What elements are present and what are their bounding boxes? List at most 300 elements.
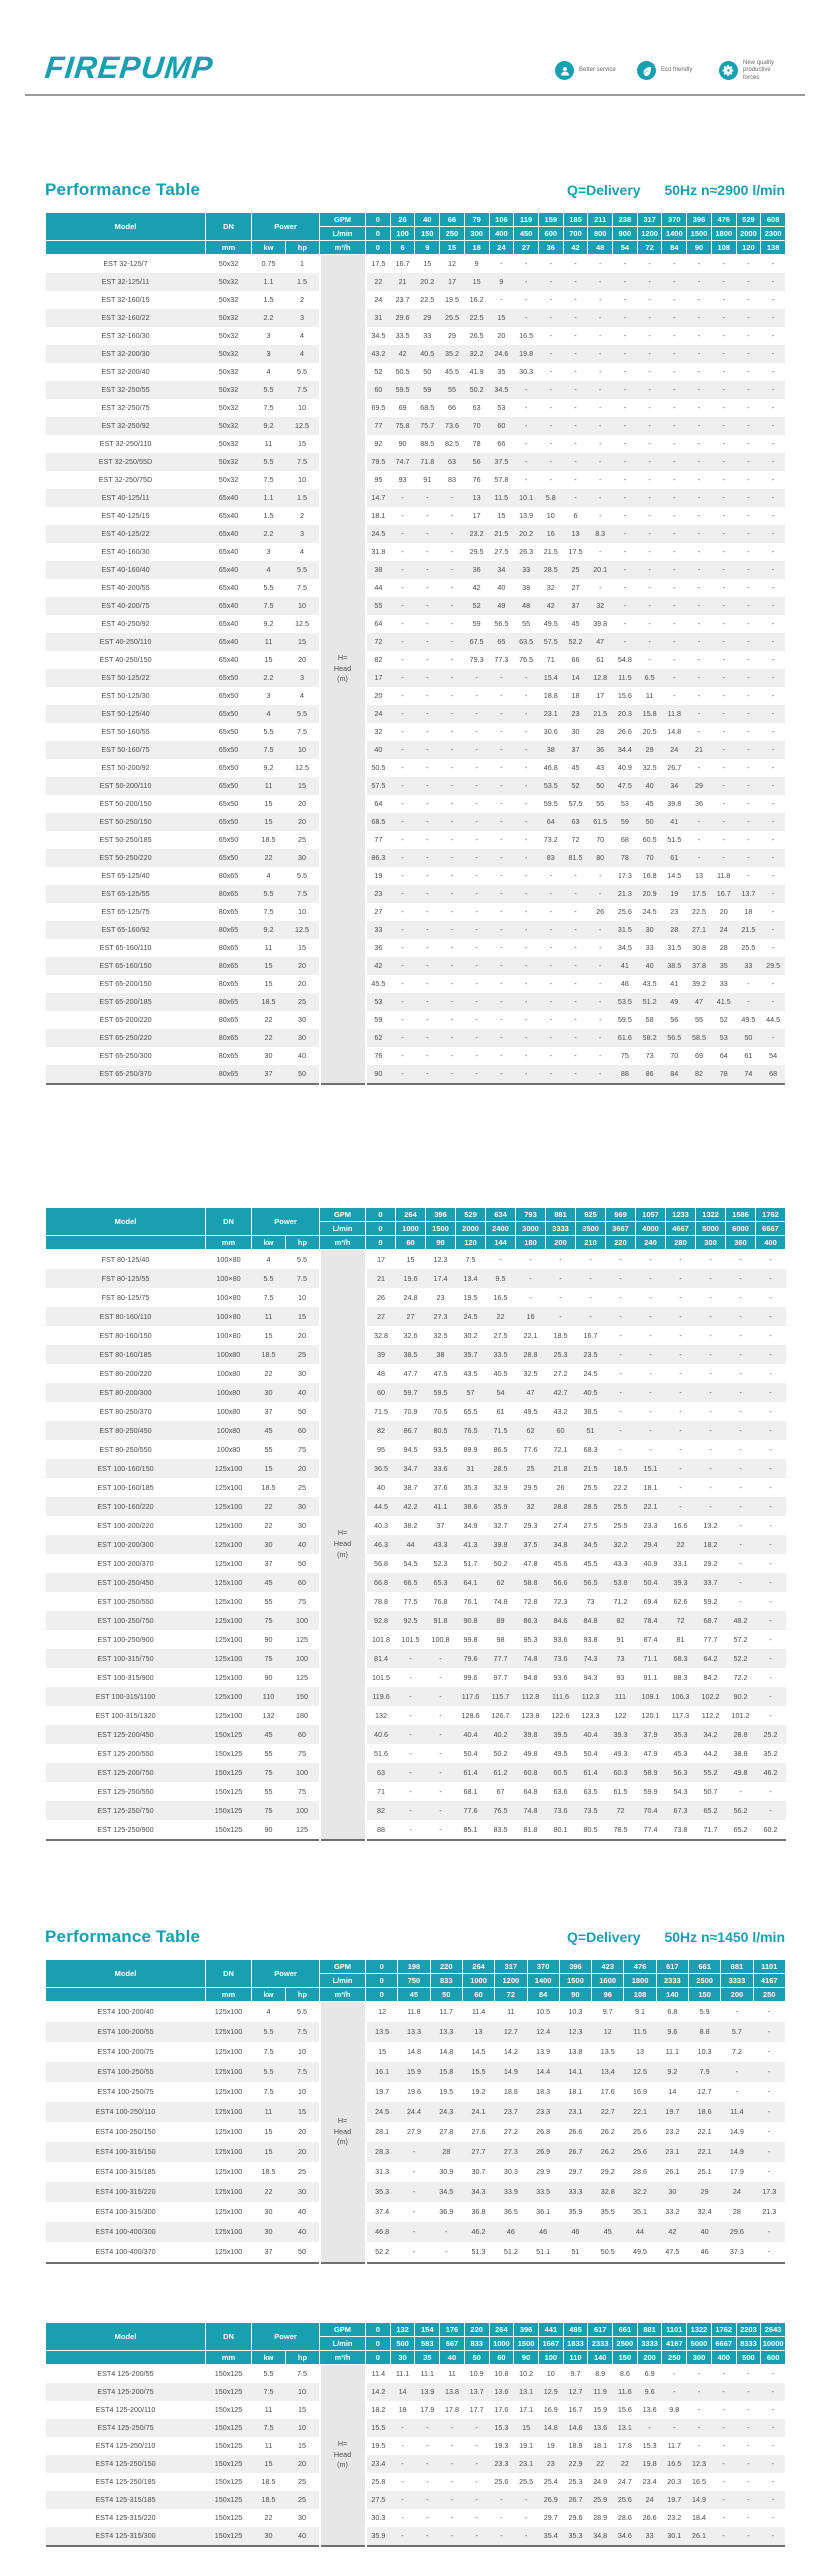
head-value-cell: -: [401, 619, 404, 629]
badge-better-service: [555, 61, 621, 80]
model-cell: EST4 100-400/370: [95, 2247, 156, 2257]
head-value-cell: -: [500, 709, 503, 719]
head-value-cell: 26.6: [642, 2513, 657, 2523]
head-value-cell: -: [500, 2513, 503, 2523]
head-value-cell: -: [574, 997, 577, 1007]
head-value-cell: -: [739, 1273, 742, 1283]
head-value-cell: -: [697, 2387, 701, 2397]
head-value-cell: 76.5: [463, 1425, 478, 1435]
head-value-cell: 82: [377, 1425, 386, 1435]
gpm-value-header: 119: [514, 213, 539, 227]
m3h-value-header: 360: [726, 1236, 756, 1250]
head-value-cell: -: [769, 1387, 772, 1397]
head-value-cell: 15.8: [642, 709, 657, 719]
head-value-cell: 33.5: [536, 2187, 551, 2197]
hp-cell: 4: [300, 331, 304, 341]
dn-cell: 125x100: [214, 2007, 243, 2017]
head-value-cell: 48: [522, 601, 531, 611]
head-value-cell: 82: [377, 1805, 386, 1815]
head-value-cell: 43: [596, 763, 605, 773]
head-value-cell: 70: [472, 421, 481, 431]
head-value-cell: 12.3: [568, 2027, 583, 2037]
dn-cell: 65x50: [218, 799, 239, 809]
head-value-cell: -: [401, 1051, 404, 1061]
lmin-value-header: 750: [398, 1974, 430, 1988]
head-value-cell: 29.6: [568, 2513, 583, 2523]
head-value-cell: 28: [719, 943, 728, 953]
head-value-cell: -: [475, 799, 478, 809]
head-value-cell: -: [500, 781, 503, 791]
lmin-value-header: 1667: [538, 2337, 563, 2351]
head-value-cell: -: [619, 1330, 622, 1340]
hp-cell: 10: [298, 1292, 306, 1302]
head-value-cell: 34.4: [617, 745, 632, 755]
kw-cell: 7.5: [263, 403, 274, 413]
head-value-cell: -: [529, 1292, 532, 1302]
head-value-cell: 6.8: [667, 2007, 678, 2017]
head-value-cell: -: [697, 637, 701, 647]
dn-cell: 50x32: [218, 385, 239, 395]
m3h-value-header: 120: [736, 241, 761, 255]
head-value-cell: 60: [556, 1425, 565, 1435]
head-value-cell: 21.3: [762, 2207, 777, 2217]
gpm-value-header: 154: [415, 2323, 440, 2337]
model-cell: EST 50-250/220: [99, 853, 152, 863]
dn-cell: 80x65: [218, 1069, 239, 1079]
model-cell: EST4 125-200/110: [95, 2405, 156, 2415]
gpm-value-header: 396: [687, 213, 712, 227]
head-value-cell: -: [649, 1311, 652, 1321]
head-value-cell: 90: [374, 1069, 383, 1079]
head-value-cell: -: [768, 2047, 771, 2057]
lmin-value-header: 1500: [559, 1974, 591, 1988]
head-value-cell: -: [475, 691, 478, 701]
head-value-cell: 52.2: [733, 1653, 748, 1663]
m3h-value-header: 150: [613, 2351, 638, 2365]
head-value-cell: 37.8: [692, 961, 706, 971]
head-value-cell: -: [401, 1015, 404, 1025]
head-value-cell: 23.4: [371, 2459, 386, 2469]
head-value-cell: 20: [719, 907, 728, 917]
head-value-cell: -: [747, 493, 750, 503]
hp-cell: 75: [298, 1786, 306, 1796]
catalog-page: [45, 0, 785, 86]
head-value-cell: 60.8: [523, 1767, 538, 1777]
person-icon: [555, 61, 574, 80]
lmin-value-header: 6000: [726, 1222, 756, 1236]
head-value-cell: 9.7: [570, 2369, 581, 2379]
lmin-value-header: 1800: [624, 1974, 656, 1988]
head-value-cell: -: [549, 475, 552, 485]
head-value-cell: -: [450, 655, 454, 665]
head-value-cell: -: [439, 1786, 442, 1796]
head-value-cell: 28.5: [543, 565, 558, 575]
head-value-cell: -: [697, 475, 701, 485]
hp-cell: 100: [296, 1767, 308, 1777]
head-value-cell: 28.6: [617, 2513, 632, 2523]
head-value-cell: 37.9: [643, 1729, 658, 1739]
head-value-cell: -: [722, 259, 725, 269]
head-value-cell: 72: [374, 637, 383, 647]
section-heading: [45, 1927, 785, 1947]
gpm-value-header: 66: [440, 213, 465, 227]
gpm-value-header: 617: [656, 1960, 688, 1974]
head-value-cell: 13.9: [536, 2047, 551, 2057]
head-value-cell: -: [722, 295, 725, 305]
head-value-cell: -: [529, 1254, 532, 1264]
head-value-cell: 109.1: [641, 1691, 660, 1701]
model-cell: EST4 100-200/55: [97, 2027, 154, 2037]
head-value-cell: -: [697, 727, 701, 737]
head-value-cell: -: [598, 943, 602, 953]
gpm-value-header: 423: [592, 1960, 624, 1974]
head-value-cell: -: [747, 367, 750, 377]
head-value-cell: 42: [398, 349, 407, 359]
head-value-cell: 68: [620, 835, 629, 845]
unit-header-m3h: m³/h: [320, 241, 366, 255]
head-value-cell: 58.5: [692, 1033, 706, 1043]
head-value-cell: -: [426, 511, 429, 521]
head-value-cell: -: [771, 529, 775, 539]
model-cell: EST4 125-250/110: [95, 2441, 156, 2451]
head-value-cell: -: [709, 1330, 712, 1340]
gpm-value-header: 317: [495, 1960, 527, 1974]
head-value-cell: 13.9: [519, 511, 534, 521]
head-value-cell: -: [648, 583, 651, 593]
lmin-value-header: 3333: [637, 2337, 662, 2351]
lmin-value-header: 667: [440, 2337, 465, 2351]
head-value-cell: -: [648, 547, 651, 557]
head-value-cell: 34.3: [471, 2187, 486, 2197]
head-value-cell: 94.5: [403, 1444, 418, 1454]
head-value-cell: 67: [496, 1786, 505, 1796]
m3h-value-header: 100: [538, 2351, 563, 2365]
head-value-cell: 27: [374, 907, 383, 917]
head-value-cell: -: [771, 889, 775, 899]
dn-cell: 125x100: [214, 1539, 243, 1549]
head-value-cell: -: [412, 2147, 416, 2157]
m3h-value-header: 140: [656, 1988, 688, 2002]
gpm-value-header: 2203: [736, 2323, 761, 2337]
head-value-cell: 14: [398, 2387, 407, 2397]
head-value-cell: -: [722, 655, 725, 665]
head-value-cell: 32.2: [613, 1539, 628, 1549]
head-value-cell: -: [574, 349, 577, 359]
m3h-value-header: 0: [366, 2351, 391, 2365]
gpm-value-header: 79: [464, 213, 489, 227]
head-value-cell: 48.2: [733, 1615, 748, 1625]
head-value-cell: 13.3: [406, 2027, 421, 2037]
head-value-cell: 93.6: [553, 1634, 568, 1644]
head-value-cell: 27.1: [692, 925, 706, 935]
head-value-cell: 47: [526, 1387, 535, 1397]
head-value-cell: -: [768, 2027, 771, 2037]
table-row: [46, 2419, 786, 2437]
head-value-cell: 40: [497, 583, 506, 593]
kw-cell: 3: [266, 331, 271, 341]
head-value-cell: 34.9: [463, 1520, 478, 1530]
kw-cell: 22: [264, 2513, 273, 2523]
dn-cell: 80x65: [218, 871, 239, 881]
lmin-value-header: 0: [366, 1974, 398, 1988]
hp-cell: 50: [298, 1069, 306, 1079]
head-value-cell: -: [739, 1349, 742, 1359]
dn-cell: 125x100: [214, 2107, 243, 2117]
head-value-cell: 11.1: [395, 2369, 410, 2379]
table-row: [46, 1573, 786, 1592]
head-value-cell: -: [549, 943, 552, 953]
head-value-cell: 41: [670, 979, 679, 989]
head-value-cell: 86.7: [403, 1425, 418, 1435]
head-value-cell: 26.3: [519, 547, 534, 557]
head-value-cell: -: [426, 2423, 429, 2433]
page-header: [45, 0, 785, 86]
m3h-value-header: 500: [736, 2351, 761, 2365]
gpm-value-header: 264: [396, 1208, 426, 1222]
head-value-cell: 94.8: [523, 1672, 538, 1682]
head-value-cell: 33: [423, 331, 432, 341]
hp-cell: 15: [298, 2107, 306, 2117]
head-value-cell: -: [598, 925, 602, 935]
head-value-cell: -: [500, 889, 503, 899]
head-value-cell: -: [648, 295, 651, 305]
head-value-cell: 76: [374, 1051, 383, 1061]
kw-cell: 15: [264, 979, 273, 989]
head-value-cell: 44: [406, 1539, 415, 1549]
head-value-cell: 22: [496, 1311, 505, 1321]
head-value-cell: -: [500, 1069, 503, 1079]
head-value-cell: 16.5: [692, 2477, 706, 2487]
head-value-cell: 21.5: [543, 547, 558, 557]
head-value-cell: 13.4: [463, 1273, 478, 1283]
hp-cell: 3: [300, 529, 304, 539]
head-value-cell: 27.5: [493, 1330, 508, 1340]
head-value-cell: 9.8: [669, 2405, 680, 2415]
head-value-cell: -: [649, 1273, 652, 1283]
head-value-cell: -: [412, 2227, 416, 2237]
head-value-cell: -: [697, 2441, 701, 2451]
head-value-cell: 78: [620, 853, 629, 863]
head-value-cell: 72: [676, 1615, 685, 1625]
head-value-cell: 28.3: [375, 2147, 390, 2157]
dn-cell: 100x80: [216, 1425, 241, 1435]
table-row: [46, 1592, 786, 1611]
lmin-value-header: 1200: [637, 227, 662, 241]
head-unit-line: H=: [337, 2438, 348, 2448]
table-row: [46, 597, 786, 615]
head-value-cell: -: [623, 259, 627, 269]
column-header-mm: mm: [206, 1988, 252, 2002]
head-value-cell: -: [450, 2513, 454, 2523]
head-value-cell: 49: [670, 997, 679, 1007]
head-value-cell: -: [771, 313, 775, 323]
performance-table-1450-est4-125: [45, 2322, 785, 2547]
dn-cell: 80x65: [218, 1033, 239, 1043]
kw-cell: 11: [264, 2107, 273, 2117]
kw-cell: 1.1: [263, 493, 274, 503]
head-value-cell: 23.1: [568, 2107, 583, 2117]
head-value-cell: -: [439, 1672, 442, 1682]
dn-cell: 125x100: [214, 1672, 243, 1682]
empty-header-cell: [46, 2351, 206, 2365]
head-value-cell: -: [598, 421, 602, 431]
head-value-cell: -: [524, 799, 528, 809]
head-unit-cell: [320, 255, 366, 1085]
dn-cell: 100×80: [216, 1330, 241, 1340]
head-value-cell: 25.6: [617, 907, 632, 917]
head-value-cell: -: [722, 421, 725, 431]
m3h-value-header: 54: [613, 241, 638, 255]
head-value-cell: -: [598, 277, 602, 287]
model-cell: EST 100-315/1320: [95, 1710, 156, 1720]
unit-header-gpm: GPM: [320, 213, 366, 227]
head-value-cell: -: [598, 997, 602, 1007]
model-cell: EST 80-200/220: [99, 1368, 152, 1378]
dn-cell: 150x125: [214, 1748, 243, 1758]
head-value-cell: 60.5: [553, 1767, 568, 1777]
head-value-cell: -: [747, 871, 750, 881]
head-value-cell: -: [401, 835, 404, 845]
m3h-value-header: 0: [366, 1236, 396, 1250]
kw-cell: 5.5: [263, 727, 274, 737]
head-value-cell: 15: [497, 313, 506, 323]
head-value-cell: 15.1: [643, 1463, 658, 1473]
head-value-cell: 47.8: [523, 1558, 538, 1568]
model-cell: EST 80-160/185: [99, 1349, 152, 1359]
head-value-cell: 44.5: [374, 1501, 389, 1511]
head-value-cell: 29: [695, 781, 703, 791]
head-value-cell: -: [697, 583, 701, 593]
head-value-cell: -: [439, 1729, 442, 1739]
head-value-cell: 11.5: [618, 673, 632, 683]
head-value-cell: 50.4: [643, 1577, 658, 1587]
dn-cell: 100x80: [216, 1387, 241, 1397]
lmin-value-header: 250: [440, 227, 465, 241]
head-value-cell: 15.3: [494, 2423, 509, 2433]
head-value-cell: 77.6: [523, 1444, 538, 1454]
head-value-cell: 40.3: [374, 1520, 389, 1530]
head-value-cell: 24.5: [583, 1368, 598, 1378]
head-value-cell: 63: [472, 403, 481, 413]
header-divider: [25, 94, 805, 96]
head-value-cell: -: [549, 457, 552, 467]
head-value-cell: 16.2: [469, 295, 484, 305]
head-value-cell: 23.7: [395, 295, 410, 305]
head-value-cell: 17.3: [762, 2187, 777, 2197]
head-value-cell: -: [574, 1033, 577, 1043]
head-value-cell: 17: [447, 277, 456, 287]
dn-cell: 150x125: [214, 1824, 243, 1834]
head-value-cell: 78.4: [643, 1615, 658, 1625]
head-value-cell: -: [524, 781, 528, 791]
gpm-value-header: 1233: [666, 1208, 696, 1222]
head-value-cell: 71.5: [374, 1406, 389, 1416]
lmin-value-header: 2333: [656, 1974, 688, 1988]
head-value-cell: 38: [436, 1349, 445, 1359]
head-value-cell: -: [475, 1033, 478, 1043]
head-value-cell: 32.2: [633, 2187, 648, 2197]
head-value-cell: -: [401, 799, 404, 809]
head-value-cell: -: [722, 2495, 725, 2505]
head-value-cell: -: [475, 817, 478, 827]
model-cell: EST 65-250/220: [99, 1033, 152, 1043]
head-value-cell: 15.6: [617, 691, 632, 701]
head-value-cell: -: [673, 511, 676, 521]
head-value-cell: 8.8: [699, 2027, 710, 2037]
head-value-cell: -: [549, 349, 552, 359]
head-value-cell: -: [524, 313, 528, 323]
head-value-cell: -: [401, 493, 404, 503]
head-value-cell: -: [524, 745, 528, 755]
head-value-cell: 80.1: [553, 1824, 568, 1834]
head-value-cell: -: [769, 1786, 772, 1796]
lmin-value-header: 2000: [736, 227, 761, 241]
head-value-cell: -: [401, 781, 404, 791]
empty-header-cell: [46, 1988, 206, 2002]
head-value-cell: 15.9: [406, 2067, 421, 2077]
head-value-cell: 72.2: [733, 1672, 748, 1682]
kw-cell: 30: [264, 1051, 273, 1061]
model-cell: EST 40-250/110: [99, 637, 152, 647]
table-row: [46, 2222, 786, 2242]
head-value-cell: -: [401, 583, 404, 593]
column-header-model: Model: [46, 2323, 206, 2351]
unit-header-m3h: m³/h: [320, 2351, 366, 2365]
head-value-cell: -: [747, 853, 750, 863]
head-value-cell: -: [768, 2167, 771, 2177]
hp-cell: 25: [298, 2167, 306, 2177]
dn-cell: 65x50: [218, 817, 239, 827]
head-value-cell: 69.5: [371, 403, 386, 413]
head-value-cell: -: [769, 1520, 772, 1530]
kw-cell: 90: [264, 1824, 273, 1834]
head-value-cell: 29.6: [729, 2227, 744, 2237]
head-value-cell: -: [401, 943, 404, 953]
model-cell: EST 65-160/92: [101, 925, 150, 935]
hp-cell: 15: [298, 781, 306, 791]
head-value-cell: 18.1: [371, 511, 386, 521]
model-cell: EST 40-250/92: [101, 619, 150, 629]
gpm-value-header: 1322: [687, 2323, 712, 2337]
head-value-cell: 39.8: [523, 1729, 538, 1739]
head-value-cell: -: [648, 493, 651, 503]
head-value-cell: -: [574, 475, 577, 485]
head-value-cell: 23: [670, 907, 679, 917]
kw-cell: 11: [264, 1311, 273, 1321]
kw-cell: 22: [264, 1015, 273, 1025]
head-value-cell: -: [771, 925, 775, 935]
head-value-cell: 19: [670, 889, 679, 899]
head-value-cell: -: [598, 295, 602, 305]
head-value-cell: 5.7: [731, 2027, 742, 2037]
head-value-cell: 56: [472, 457, 481, 467]
head-value-cell: 68: [769, 1069, 778, 1079]
head-value-cell: 95: [377, 1444, 386, 1454]
model-cell: EST 65-200/150: [99, 979, 152, 989]
head-value-cell: -: [619, 1311, 622, 1321]
head-value-cell: 56.5: [667, 1033, 682, 1043]
head-value-cell: 7.5: [465, 1254, 476, 1264]
head-value-cell: 70: [645, 853, 654, 863]
hp-cell: 10: [298, 2387, 306, 2397]
m3h-value-header: 72: [495, 1988, 527, 2002]
head-value-cell: 22.1: [697, 2147, 712, 2157]
lmin-value-header: 700: [563, 227, 588, 241]
head-value-cell: 22: [620, 2459, 629, 2469]
head-value-cell: 35.1: [633, 2207, 648, 2217]
performance-table-2900-large: [45, 1207, 785, 1841]
head-value-cell: 33.7: [703, 1577, 718, 1587]
